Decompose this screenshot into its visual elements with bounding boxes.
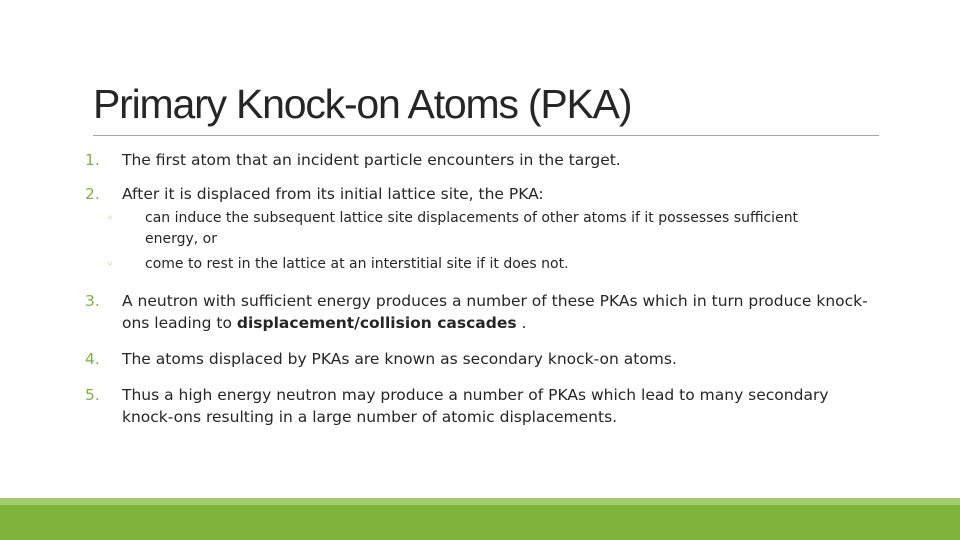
list-number: 4. bbox=[85, 350, 100, 368]
list-item-4 bbox=[85, 348, 875, 370]
list-item-text-part: A neutron with sufficient energy produces a number of these PKAs which in turn produce knock-ons leading to bbox=[122, 292, 868, 332]
list-number: 3. bbox=[85, 292, 100, 310]
footer-stripe bbox=[0, 498, 960, 505]
list-item-text bbox=[122, 290, 875, 334]
list-item-text: The atoms displaced by PKAs are known as secondary knock-on atoms. bbox=[122, 350, 677, 368]
list-item-1 bbox=[85, 149, 875, 171]
sub-list-item-text: can induce the subsequent lattice site displacements of other atoms if it possesses sufficient energy, or bbox=[145, 210, 799, 247]
list-item-text: The first atom that an incident particle encounters in the target. bbox=[122, 151, 621, 169]
footer-bar bbox=[0, 498, 960, 540]
list-item-text: Thus a high energy neutron may produce a number of PKAs which lead to many secondary knock-ons resulting in a large number of atomic displacements. bbox=[122, 386, 829, 426]
list-item-3 bbox=[85, 290, 875, 334]
title-divider bbox=[93, 135, 879, 136]
list-item-text: After it is displaced from its initial lattice site, the PKA: bbox=[122, 185, 544, 203]
sub-list-item-1 bbox=[107, 208, 837, 250]
slide-title: Primary Knock-on Atoms (PKA) bbox=[93, 81, 632, 127]
sub-bullet-icon: ◦ bbox=[107, 213, 113, 224]
list-number: 5. bbox=[85, 386, 100, 404]
sub-bullet-icon: ◦ bbox=[107, 259, 113, 270]
list-number: 2. bbox=[85, 185, 100, 203]
list-number: 1. bbox=[85, 151, 100, 169]
sub-list-item-2 bbox=[107, 254, 837, 275]
list-item-5 bbox=[85, 384, 875, 428]
sub-list-item-text: come to rest in the lattice at an interstitial site if it does not. bbox=[145, 256, 569, 272]
emphasis-text: displacement/collision cascades bbox=[236, 314, 517, 332]
list-item-2 bbox=[85, 183, 875, 205]
list-item-text-part: . bbox=[516, 314, 527, 332]
